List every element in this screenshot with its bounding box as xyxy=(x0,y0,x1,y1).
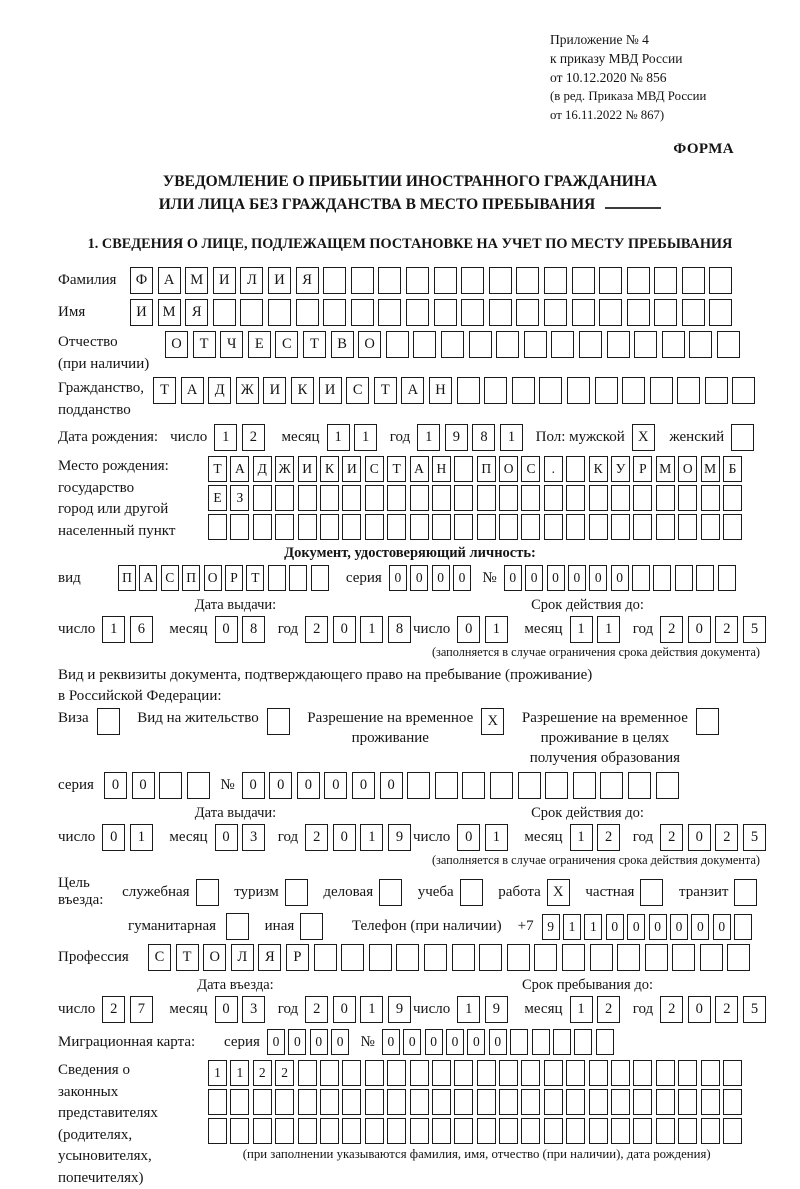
residence-issue-day[interactable]: 0 1 xyxy=(102,824,157,851)
residence-permit-label: Вид на жительство xyxy=(137,710,259,726)
identity-expiry-date: число 0 1 месяц 1 1 год 2 0 2 5 xyxy=(413,616,771,643)
citizenship-row xyxy=(58,377,762,421)
birth-date-label: Дата рождения: xyxy=(58,429,159,445)
edu-residence-option xyxy=(522,708,724,768)
purpose-commercial-checkbox[interactable] xyxy=(379,879,407,906)
residence-number-label: № xyxy=(220,777,235,793)
residence-series-label: серия xyxy=(58,777,94,793)
ref-line: от 16.11.2022 № 867) xyxy=(550,108,665,122)
expiry-day-boxes[interactable]: 0 1 xyxy=(457,616,512,643)
patronymic-boxes[interactable]: О Т Ч Е С Т В О xyxy=(165,331,744,358)
residence-expiry-month[interactable]: 1 2 xyxy=(570,824,625,851)
purpose-row: Цель въезда: служебная туризм деловая учеба работа X частная транзит xyxy=(58,875,762,909)
birth-month-boxes[interactable]: 1 1 xyxy=(327,424,382,451)
profession-label: Профессия xyxy=(58,949,129,965)
given-name-label: Имя xyxy=(58,304,86,320)
form-label: ФОРМА xyxy=(673,141,734,157)
residence-series-boxes[interactable]: 0 0 xyxy=(104,772,214,799)
form-title xyxy=(58,170,762,216)
entry-month-boxes[interactable]: 0 3 xyxy=(215,996,270,1023)
expiry-month-boxes[interactable]: 1 1 xyxy=(570,616,625,643)
visa-label: Виза xyxy=(58,710,89,726)
sex-female-label: женский xyxy=(669,429,725,445)
edu-residence-checkbox[interactable] xyxy=(696,708,724,735)
purpose-label: Цель въезда: xyxy=(58,875,104,908)
residence-expiry-date: число 0 1 месяц 1 2 год 2 0 2 5 xyxy=(413,824,771,851)
residence-number-boxes[interactable]: 0 0 0 0 0 0 xyxy=(242,772,684,799)
expiry-date-header: Срок действия до: xyxy=(531,597,644,613)
issue-date-header: Дата выдачи: xyxy=(194,597,277,613)
migration-number-boxes[interactable]: 0 0 0 0 0 0 xyxy=(382,1029,617,1055)
birth-place-row2[interactable]: Е З xyxy=(208,485,745,511)
stay-until-date: число 1 9 месяц 1 2 год 2 0 2 5 xyxy=(413,996,771,1023)
issue-month-boxes[interactable]: 0 8 xyxy=(215,616,270,643)
purpose-transit-checkbox[interactable] xyxy=(734,879,762,906)
residence-doc-line1: Вид и реквизиты документа, подтверждающего право на пребывание (проживание) xyxy=(58,667,593,683)
temp-residence-checkbox[interactable]: X xyxy=(481,708,509,735)
patronymic-label: Отчество (при наличии) xyxy=(58,334,150,372)
sex-male-label: Пол: мужской xyxy=(535,429,625,445)
ref-line: Приложение № 4 xyxy=(550,32,649,47)
temp-residence-label: Разрешение на временное проживание xyxy=(307,710,474,746)
purpose-other-checkbox[interactable] xyxy=(300,913,328,940)
birth-place-boxes xyxy=(208,456,745,543)
purpose-tourism-checkbox[interactable] xyxy=(285,879,313,906)
migration-number-label: № xyxy=(360,1033,375,1050)
birth-place-row3[interactable] xyxy=(208,514,745,540)
migration-card-label: Миграционная карта: xyxy=(58,1033,196,1050)
residence-expiry-note: (заполняется в случае ограничения срока действия документа) xyxy=(431,853,760,867)
birth-place-block xyxy=(58,456,762,543)
order-reference xyxy=(550,30,762,125)
ref-line: (в ред. Приказа МВД России xyxy=(550,89,707,103)
blank-underline xyxy=(605,204,661,209)
profession-boxes[interactable]: С Т О Л Я Р xyxy=(148,944,755,971)
purpose-private-checkbox[interactable] xyxy=(640,879,668,906)
purpose-business-checkbox[interactable] xyxy=(196,879,224,906)
identity-issue-date: число 1 6 месяц 0 8 год 2 0 1 8 xyxy=(58,616,413,643)
sex-male-checkbox[interactable]: X xyxy=(632,424,660,451)
month-label: месяц xyxy=(281,429,320,445)
legal-reps-note: (при заполнении указываются фамилия, имя, отчество (при наличии), дата рождения) xyxy=(242,1147,711,1161)
stay-month-boxes[interactable]: 1 2 xyxy=(570,996,625,1023)
identity-doc-row xyxy=(58,565,762,591)
purpose-row2: гуманитарная иная Телефон (при наличии) +7 9 1 1 0 0 0 0 0 0 xyxy=(128,913,762,940)
surname-label: Фамилия xyxy=(58,272,117,288)
form-title-line2: ИЛИ ЛИЦА БЕЗ ГРАЖДАНСТВА В МЕСТО ПРЕБЫВАНИЯ xyxy=(158,196,596,213)
residence-doc-series-row xyxy=(58,772,762,799)
visa-option xyxy=(58,708,124,735)
stay-day-boxes[interactable]: 1 9 xyxy=(457,996,512,1023)
residence-expiry-day[interactable]: 0 1 xyxy=(457,824,512,851)
purpose-study-checkbox[interactable] xyxy=(460,879,488,906)
phone-label: Телефон (при наличии) xyxy=(351,918,502,934)
migration-series-boxes[interactable]: 0 0 0 0 xyxy=(267,1029,353,1055)
purpose-humanitarian-label: гуманитарная xyxy=(128,918,217,934)
birth-year-boxes[interactable]: 1 9 8 1 xyxy=(417,424,527,451)
year-label: год xyxy=(389,429,411,445)
surname-boxes[interactable]: Ф А М И Л И Я xyxy=(130,267,737,294)
entry-day-boxes[interactable]: 2 7 xyxy=(102,996,157,1023)
purpose-work-checkbox[interactable]: X xyxy=(547,879,575,906)
migration-card-row xyxy=(58,1029,762,1055)
residence-issue-year[interactable]: 2 0 1 9 xyxy=(305,824,415,851)
legal-reps-label: Сведения о законных представителях (родителях, усыновителях, попечителях) xyxy=(58,1062,158,1186)
purpose-humanitarian-checkbox[interactable] xyxy=(226,913,254,940)
birth-date-row xyxy=(58,424,762,451)
given-name-row xyxy=(58,299,762,326)
doc-type-label: вид xyxy=(58,569,81,586)
form-title-line1: УВЕДОМЛЕНИЕ О ПРИБЫТИИ ИНОСТРАННОГО ГРАЖДАНИНА xyxy=(162,173,658,190)
entry-dates xyxy=(58,996,762,1023)
residence-doc-line2: в Российской Федерации: xyxy=(58,688,222,704)
issue-day-boxes[interactable]: 1 6 xyxy=(102,616,157,643)
temp-residence-option xyxy=(307,708,509,748)
expiry-year-boxes[interactable]: 2 0 2 5 xyxy=(660,616,770,643)
legal-reps-block xyxy=(58,1060,762,1189)
entry-date: число 2 7 месяц 0 3 год 2 0 1 9 xyxy=(58,996,413,1023)
edu-residence-label: Разрешение на временное проживание в целях получения образования xyxy=(521,710,688,766)
residence-expiry-year[interactable]: 2 0 2 5 xyxy=(660,824,770,851)
ref-line: к приказу МВД России xyxy=(550,51,683,66)
birth-day-boxes[interactable]: 1 2 xyxy=(214,424,269,451)
phone-prefix: +7 xyxy=(517,918,534,934)
legal-reps-row2[interactable] xyxy=(208,1089,745,1115)
section1-heading: 1. СВЕДЕНИЯ О ЛИЦЕ, ПОДЛЕЖАЩЕМ ПОСТАНОВКЕ НА УЧЕТ ПО МЕСТУ ПРЕБЫВАНИЯ xyxy=(87,236,733,252)
doc-type-boxes[interactable]: П А С П О Р Т xyxy=(118,565,332,591)
ref-line: от 10.12.2020 № 856 xyxy=(550,70,667,85)
legal-reps-row1[interactable]: 1 1 2 2 xyxy=(208,1060,745,1086)
birth-place-label: Место рождения: государство город или другой населенный пункт xyxy=(58,458,176,539)
residence-issue-date: число 0 1 месяц 0 3 год 2 0 1 9 xyxy=(58,824,413,851)
doc-series-boxes[interactable]: 0 0 0 0 xyxy=(389,565,475,591)
doc-number-boxes[interactable]: 0 0 0 0 0 0 xyxy=(504,565,739,591)
migration-series-label: серия xyxy=(224,1033,260,1050)
residence-dates xyxy=(58,824,762,851)
entry-year-boxes[interactable]: 2 0 1 9 xyxy=(305,996,415,1023)
surname-row xyxy=(58,267,762,294)
doc-series-label: серия xyxy=(345,569,382,586)
doc-number-label: № xyxy=(482,569,497,586)
stay-year-boxes[interactable]: 2 0 2 5 xyxy=(660,996,770,1023)
citizenship-label: Гражданство, подданство xyxy=(58,380,145,418)
expiry-note: (заполняется в случае ограничения срока действия документа) xyxy=(431,645,760,659)
legal-reps-row3[interactable] xyxy=(208,1118,745,1144)
residence-issue-month[interactable]: 0 3 xyxy=(215,824,270,851)
given-name-boxes[interactable]: И М Я xyxy=(130,299,737,326)
birth-place-row1[interactable]: Т А Д Ж И К И С Т А Н П О С . К У Р М О М Б xyxy=(208,456,745,482)
sex-female-checkbox[interactable] xyxy=(731,424,759,451)
identity-doc-heading: Документ, удостоверяющий личность: xyxy=(284,545,536,561)
entry-date-headers: Дата въезда: Срок пребывания до: xyxy=(197,977,653,993)
day-label: число xyxy=(170,429,208,445)
identity-doc-dates xyxy=(58,616,762,643)
citizenship-boxes[interactable]: Т А Д Ж И К И С Т А Н xyxy=(153,377,760,404)
legal-reps-boxes xyxy=(208,1060,745,1162)
visa-checkbox[interactable] xyxy=(97,708,125,735)
residence-permit-checkbox[interactable] xyxy=(267,708,295,735)
residence-doc-options xyxy=(58,708,762,768)
identity-doc-date-headers xyxy=(58,597,762,614)
profession-row xyxy=(58,944,762,971)
phone-boxes[interactable]: 9 1 1 0 0 0 0 0 0 xyxy=(542,914,756,940)
residence-date-headers: Дата выдачи: Срок действия до: xyxy=(194,805,644,821)
patronymic-row xyxy=(58,331,762,375)
residence-permit-option xyxy=(137,708,294,735)
issue-year-boxes[interactable]: 2 0 1 8 xyxy=(305,616,415,643)
